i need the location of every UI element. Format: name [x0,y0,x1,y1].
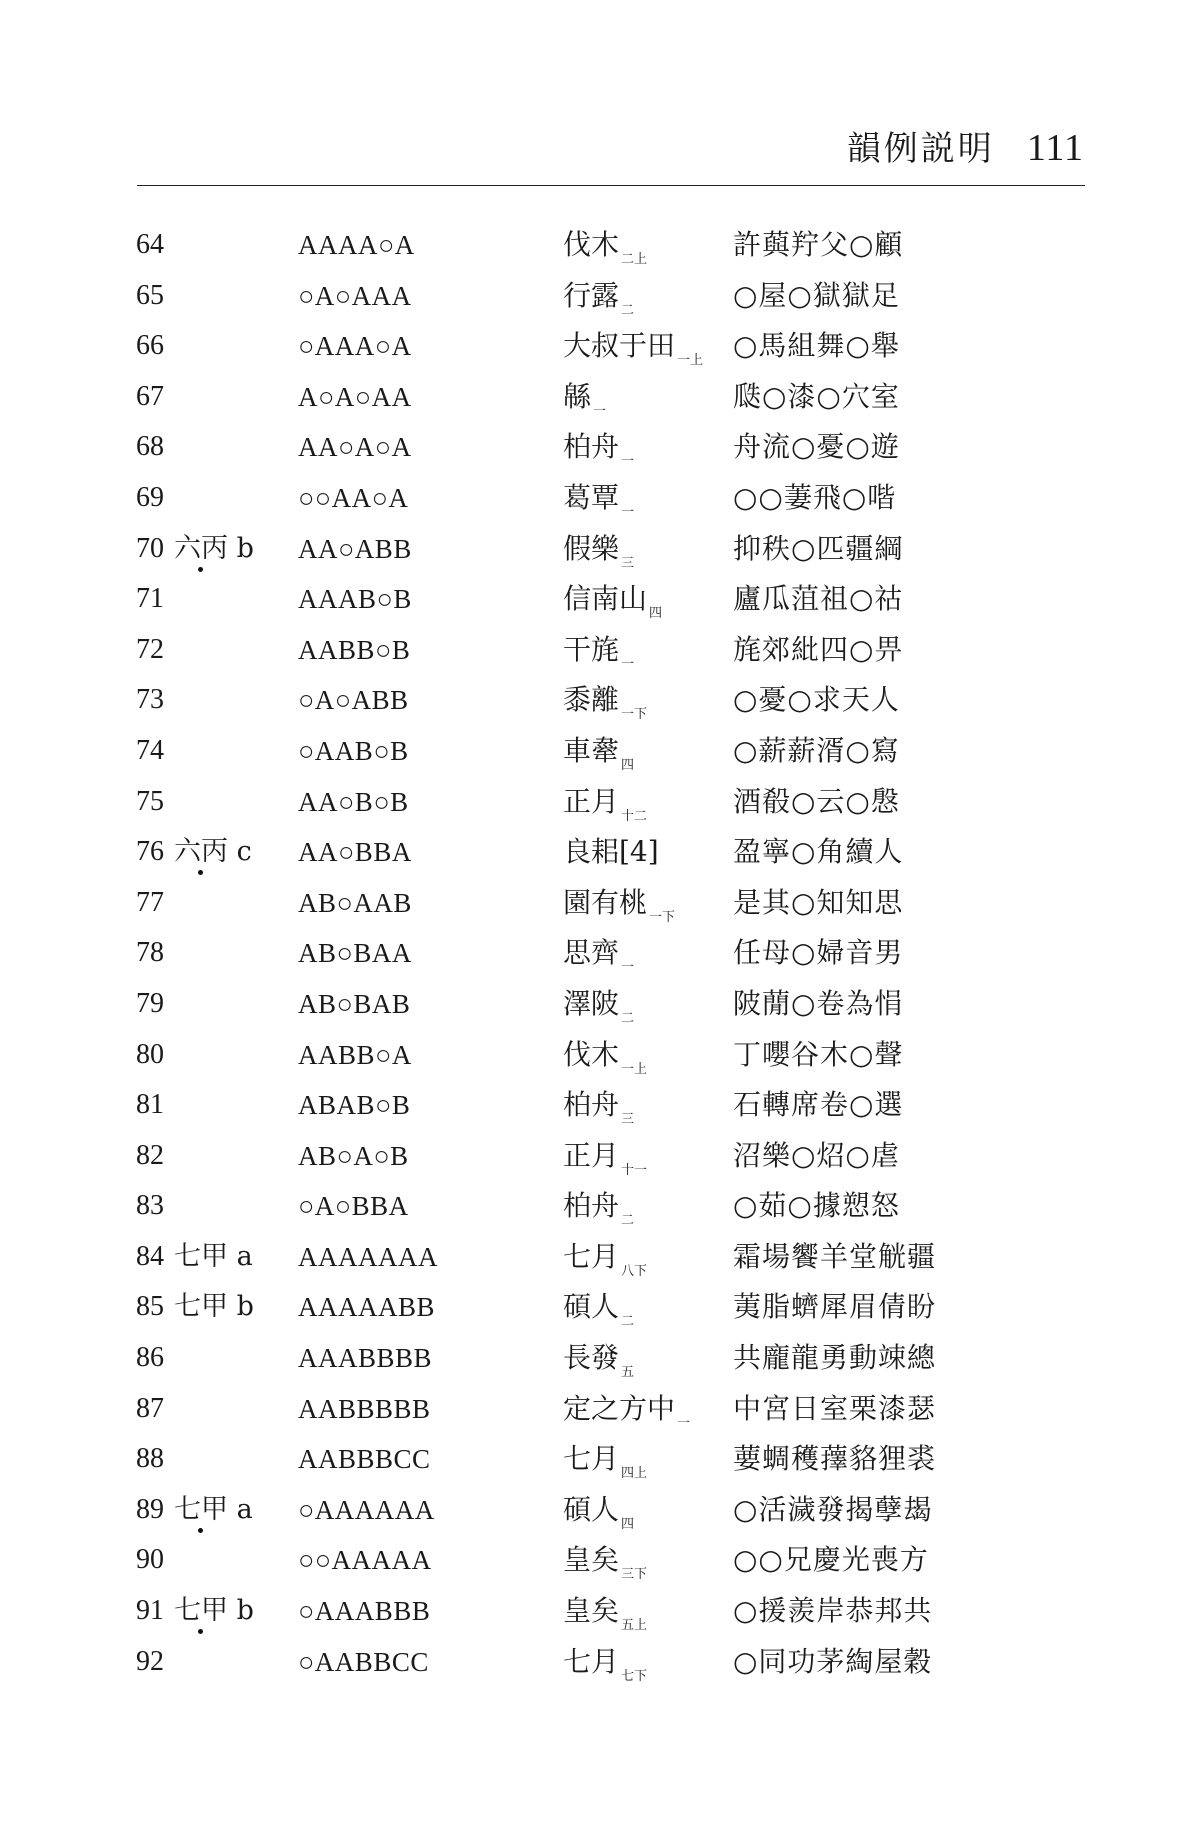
poem-title-cell [563,1035,647,1090]
poem-title-cell [563,1439,647,1494]
row-number: 73 [136,684,164,716]
stanza-subscript: 十二 [621,808,648,824]
rhyme-pattern-table [0,225,1200,1692]
poem-title: 七月 [563,1442,620,1476]
rhyme-words: ○同功茅綯屋穀 [733,1644,933,1678]
rhyme-pattern: AABB○B [298,634,411,665]
poem-title: 思齊 [563,936,620,970]
poem-title: 車舝 [563,733,620,767]
row-number: 70 [136,532,164,564]
rhyme-pattern: ○AAAAAA [298,1494,435,1525]
table-row [0,1085,1200,1136]
poem-title: 緜 [563,379,592,413]
header-rule [137,185,1085,186]
poem-title-cell [563,832,661,887]
rhyme-pattern: AB○A○B [298,1140,409,1171]
stanza-subscript: 一 [593,403,607,419]
pattern-category: 六丙 c [174,836,252,868]
row-number: 78 [136,937,164,969]
poem-title: 柏舟 [563,430,620,464]
rhyme-words: ○○萋飛○喈 [733,480,897,514]
table-row [0,1389,1200,1440]
row-number: 89 [136,1493,164,1525]
row-number: 68 [136,431,164,463]
rhyme-words: ○○兄慶光喪方 [733,1543,929,1577]
rhyme-words: ○馬組舞○舉 [733,329,900,363]
table-row [0,529,1200,580]
table-row [0,1642,1200,1693]
page-number: 111 [1026,127,1084,169]
stanza-subscript: 五 [621,1365,635,1381]
poem-title: 黍離 [563,683,620,717]
row-number: 88 [136,1443,164,1475]
poem-title: 干旄 [563,632,620,666]
poem-title-cell [563,427,634,482]
poem-title-cell [563,1287,634,1342]
page-header [0,128,1084,169]
poem-title: 定之方中 [563,1391,676,1425]
row-number: 87 [136,1392,164,1424]
stanza-subscript: 一下 [621,707,648,723]
rhyme-words: 共龐龍勇動竦總 [733,1341,937,1375]
table-row [0,478,1200,529]
rhyme-pattern: ○AAB○B [298,735,409,766]
table-row [0,883,1200,934]
table-row [0,1439,1200,1490]
stanza-subscript: 二 [621,1213,635,1229]
rhyme-pattern: ○A○AAA [298,280,412,311]
stanza-subscript: 一下 [649,909,676,925]
rhyme-pattern: AB○BAA [298,938,412,969]
pattern-category: 七甲 a [174,1240,253,1272]
row-number: 69 [136,481,164,513]
rhyme-words: ○薪薪湑○寫 [733,733,900,767]
row-number: 66 [136,330,164,362]
rhyme-words: 葽蜩穫蘀貉狸裘 [733,1442,937,1476]
table-row [0,933,1200,984]
row-number: 77 [136,886,164,918]
pattern-category: 七甲 b [174,1595,254,1627]
table-row [0,782,1200,833]
table-row [0,1035,1200,1086]
rhyme-words: 任母○婦音男 [733,936,904,970]
table-row [0,1287,1200,1338]
rhyme-pattern: ○○AAAAA [298,1545,432,1576]
poem-title: 皇矣 [563,1594,620,1628]
row-number: 81 [136,1089,164,1121]
poem-title: 伐木 [563,1037,620,1071]
rhyme-words: ○屋○獄獄足 [733,278,900,312]
rhyme-words: ○活濊發揭孽朅 [733,1492,933,1526]
stanza-subscript: 二 [621,1314,635,1330]
stanza-subscript: 三 [621,1112,635,1128]
poem-title-cell [563,478,634,533]
stanza-subscript: 十一 [621,1162,648,1178]
poem-title-cell [563,1085,634,1140]
emphasis-dot [198,1629,203,1634]
stanza-subscript: 二 [621,302,635,318]
poem-title: 皇矣 [563,1543,620,1577]
poem-title: 柏舟 [563,1088,620,1122]
row-number: 72 [136,633,164,665]
poem-title-cell [563,731,634,786]
poem-title: 長發 [563,1341,620,1375]
row-number: 91 [136,1595,164,1627]
rhyme-pattern: ○AAABBB [298,1596,431,1627]
poem-title: 正月 [563,1138,620,1172]
poem-title: 園有桃 [563,885,648,919]
rhyme-pattern: AABBBBB [298,1393,431,1424]
rhyme-pattern: AB○BAB [298,988,411,1019]
poem-title-cell [563,984,634,1039]
poem-title-cell [563,1591,647,1646]
poem-title-cell [563,1642,647,1697]
emphasis-dot [198,567,203,572]
row-number: 92 [136,1645,164,1677]
poem-title: 正月 [563,784,620,818]
rhyme-words: 荑脂蠐犀眉倩盼 [733,1290,937,1324]
stanza-subscript: 二上 [621,252,648,267]
poem-title: 澤陂 [563,986,620,1020]
row-number: 86 [136,1342,164,1374]
stanza-subscript: 五上 [621,1618,648,1634]
rhyme-pattern: AB○AAB [298,887,412,918]
table-row [0,630,1200,681]
poem-title-cell [563,326,703,381]
table-row [0,276,1200,327]
rhyme-pattern: AA○ABB [298,533,412,564]
rhyme-pattern: AABB○A [298,1039,412,1070]
table-row [0,1338,1200,1389]
poem-title-cell [563,377,606,432]
stanza-subscript: 四 [649,606,663,622]
row-number: 80 [136,1038,164,1070]
poem-title-cell [563,225,647,280]
rhyme-words: 許藇羜父○顧 [733,228,904,261]
row-number: 75 [136,785,164,817]
rhyme-pattern: ○AAA○A [298,331,412,362]
rhyme-pattern: ○A○BBA [298,1191,409,1222]
rhyme-pattern: AAAA○A [298,230,415,260]
poem-title-cell [563,883,675,938]
rhyme-pattern: AA○A○A [298,432,412,463]
poem-title: 七月 [563,1644,620,1678]
poem-title-cell [563,782,647,837]
row-number: 67 [136,380,164,412]
poem-title: 七月 [563,1239,620,1273]
poem-title: 柏舟 [563,1189,620,1223]
rhyme-pattern: AAAAAAA [298,1241,438,1272]
poem-title-cell [563,529,634,584]
emphasis-dot [198,1528,203,1533]
stanza-subscript: 八下 [621,1263,648,1279]
row-number: 74 [136,734,164,766]
rhyme-words: 盈寧○角續人 [733,835,904,869]
rhyme-pattern: AAAB○B [298,584,412,615]
rhyme-words: 丁嚶谷木○聲 [733,1037,904,1071]
table-row [0,427,1200,478]
row-number: 76 [136,836,164,868]
poem-title-cell [563,579,662,634]
poem-title-cell [563,630,634,685]
poem-title-cell [563,1490,634,1545]
table-row [0,1540,1200,1591]
stanza-subscript: 一 [621,656,635,672]
row-number: 90 [136,1544,164,1576]
poem-title-cell [563,1540,647,1595]
rhyme-pattern: ○AABBCC [298,1646,429,1677]
pattern-category: 六丙 b [174,532,254,564]
stanza-subscript: 二 [621,1010,635,1026]
stanza-subscript: 一 [621,454,635,470]
rhyme-words: ○茹○據愬怒 [733,1189,900,1223]
rhyme-pattern: A○A○AA [298,381,412,412]
row-number: 79 [136,987,164,1019]
stanza-subscript: 四上 [621,1466,648,1482]
row-number: 64 [136,229,164,260]
table-row [0,1136,1200,1187]
rhyme-words: 石轉席卷○選 [733,1088,904,1122]
running-title: 韻例説明 [846,129,995,169]
stanza-subscript: 一 [621,504,635,520]
stanza-subscript: 一 [621,960,635,976]
stanza-subscript: 一上 [621,1061,648,1077]
poem-title: 葛覃 [563,480,620,514]
table-row [0,225,1200,276]
row-number: 82 [136,1139,164,1171]
table-row [0,579,1200,630]
rhyme-words: 沼樂○炤○虐 [733,1138,900,1172]
poem-title: 碩人 [563,1290,620,1324]
table-row [0,1237,1200,1288]
rhyme-words: 是其○知知思 [733,885,904,919]
poem-title-cell [563,276,634,331]
poem-title: 行露 [563,278,620,312]
poem-title-cell [563,933,634,988]
table-row [0,984,1200,1035]
rhyme-pattern: ABAB○B [298,1090,411,1121]
stanza-subscript: 三下 [621,1567,648,1583]
table-row [0,731,1200,782]
poem-title: 信南山 [563,582,648,616]
poem-title: 碩人 [563,1492,620,1526]
table-row [0,1591,1200,1642]
rhyme-pattern: AAABBBB [298,1343,433,1374]
rhyme-words: 陂蕑○卷為悁 [733,986,904,1020]
stanza-subscript: 四 [621,757,635,773]
rhyme-words: 霜場饗羊堂觥疆 [733,1239,937,1273]
rhyme-words: 酒殽○云○慇 [733,784,900,818]
poem-title-cell [563,1237,647,1292]
poem-title-cell [563,1136,647,1191]
poem-title: 伐木 [563,228,620,261]
poem-title-cell [563,1186,634,1241]
pattern-category: 七甲 b [174,1291,254,1323]
rhyme-words: 瓞○漆○穴室 [733,379,900,413]
emphasis-dot [198,870,203,875]
poem-title-cell [563,1389,690,1444]
table-row [0,377,1200,428]
row-number: 65 [136,279,164,311]
rhyme-pattern: AABBBCC [298,1444,431,1475]
rhyme-pattern: AA○BBA [298,837,412,868]
table-row [0,680,1200,731]
rhyme-words: 舟流○憂○遊 [733,430,900,464]
rhyme-words: 抑秩○匹疆綱 [733,531,904,565]
stanza-subscript: 一上 [677,353,704,369]
poem-title: 假樂 [563,531,620,565]
stanza-subscript: 三 [621,555,635,571]
pattern-category: 七甲 a [174,1493,253,1525]
rhyme-words: ○援羨岸恭邦共 [733,1594,933,1628]
row-number: 85 [136,1291,164,1323]
poem-title: 大叔于田 [563,329,676,363]
row-number: 83 [136,1190,164,1222]
rhyme-words: 廬瓜菹祖○祜 [733,582,904,616]
poem-title-cell [563,680,647,735]
rhyme-words: 旄郊紕四○畀 [733,632,904,666]
table-row [0,832,1200,883]
table-row [0,1186,1200,1237]
row-number: 71 [136,583,164,615]
rhyme-words: ○憂○求天人 [733,683,900,717]
rhyme-words: 中宮日室栗漆瑟 [733,1391,937,1425]
table-row [0,326,1200,377]
stanza-subscript: 四 [621,1516,635,1532]
stanza-subscript: 七下 [621,1668,648,1684]
stanza-subscript: 一 [677,1415,691,1431]
poem-title-cell [563,1338,634,1393]
row-number: 84 [136,1240,164,1272]
rhyme-pattern: AA○B○B [298,786,409,817]
rhyme-pattern: AAAAABB [298,1292,436,1323]
table-row [0,1490,1200,1541]
poem-title: 良耜[4] [563,835,659,869]
rhyme-pattern: ○○AA○A [298,482,409,513]
rhyme-pattern: ○A○ABB [298,685,409,716]
